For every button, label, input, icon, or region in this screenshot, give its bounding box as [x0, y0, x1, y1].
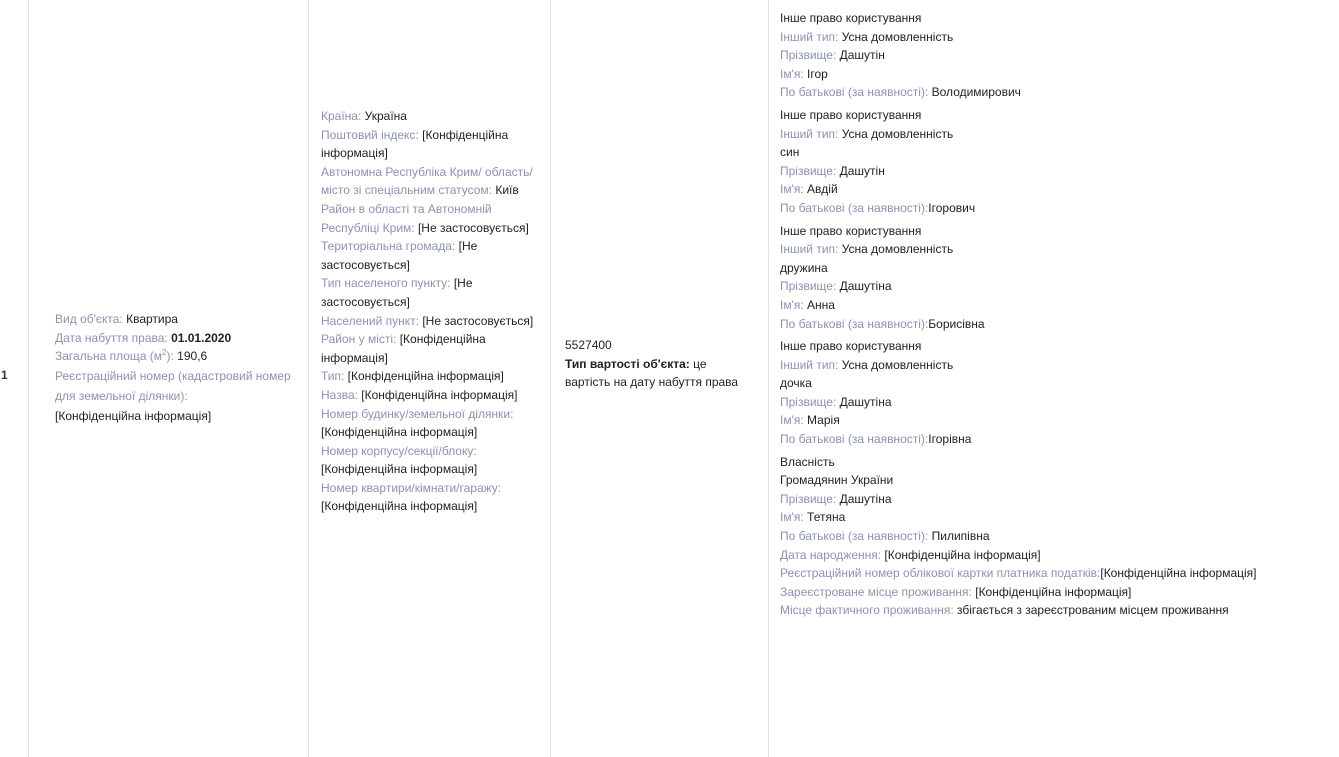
address-field: Населений пункт: [Не застосовується]: [321, 313, 534, 328]
value-type: Тип вартості об'єкта: це вартість на дату набуття права: [565, 356, 739, 390]
ownership-title: Власність: [780, 454, 835, 469]
address-field: Тип: [Конфіденційна інформація]: [321, 369, 504, 384]
usage-right-block: [780, 222, 1335, 334]
relation: син: [780, 145, 800, 160]
column-divider: [550, 0, 551, 757]
usage-right-block: [780, 106, 1335, 218]
surname: Прізвище: Дашутіна: [780, 491, 892, 506]
address-field: Тип населеного пункту: [Не застосовується]: [321, 276, 473, 309]
usage-right-block: [780, 337, 1335, 449]
address-cell: [321, 107, 543, 516]
column-divider: [308, 0, 309, 757]
address-field: Номер квартири/кімнати/гаражу: [Конфіденційна інформація]: [321, 480, 502, 514]
address-field: Автономна Республіка Крим/ область/місто зі спеціальним статусом: Київ: [321, 164, 533, 198]
actual-residence: Місце фактичного проживання: збігається з зареєстрованим місцем проживання: [780, 603, 1229, 618]
right-title: Інше право користування: [780, 107, 922, 122]
column-divider: [768, 0, 769, 757]
address-field: Територіальна громада: [Не застосовується]: [321, 239, 478, 272]
acquisition-date: Дата набуття права: 01.01.2020: [55, 330, 232, 345]
address-field: Поштовий індекс: [Конфіденційна інформація]: [321, 127, 509, 161]
ownership-block: [780, 453, 1335, 620]
object-cell: [55, 310, 295, 426]
address-field: Номер корпусу/секції/блоку: [Конфіденційна інформація]: [321, 443, 478, 477]
other-type: Інший тип: Усна домовленність: [780, 242, 954, 257]
first-name: Ім'я: Марія: [780, 413, 840, 428]
surname: Прізвище: Дашутіна: [780, 394, 892, 409]
address-field: Номер будинку/земельної ділянки: [Конфіденційна інформація]: [321, 406, 514, 440]
value-amount: 5527400: [565, 338, 612, 352]
value-cell: [565, 336, 745, 392]
registered-residence: Зареєстроване місце проживання: [Конфіденційна інформація]: [780, 584, 1132, 599]
citizenship: Громадянин України: [780, 473, 894, 488]
first-name: Ім'я: Авдій: [780, 182, 838, 197]
other-type: Інший тип: Усна домовленність: [780, 357, 954, 372]
other-type: Інший тип: Усна домовленність: [780, 29, 954, 44]
total-area: Загальна площа $(м^2)$: 190,6: [55, 348, 208, 364]
patronymic: По батькові (за наявності):Ігорівна: [780, 432, 972, 447]
birth-date: Дата народження: [Конфіденційна інформація]: [780, 547, 1041, 562]
address-field: Район у місті: [Конфіденційна інформація]: [321, 332, 486, 365]
address-field: Назва: [Конфіденційна інформація]: [321, 387, 518, 402]
tax-number: Реєстраційний номер облікової картки платника податків:[Конфіденційна інформація]: [780, 566, 1257, 581]
registration-number: Реєстраційний номер (кадастровий номер для земельної ділянки): [Конфіденційна інформація]: [55, 368, 291, 423]
surname: Прізвище: Дашутіна: [780, 279, 892, 294]
right-title: Інше право користування: [780, 339, 922, 354]
address-field: Країна: Україна: [321, 109, 407, 123]
right-title: Інше право користування: [780, 223, 922, 238]
patronymic: По батькові (за наявності): Пилипівна: [780, 529, 990, 544]
first-name: Ім'я: Анна: [780, 297, 835, 312]
first-name: Ім'я: Ігор: [780, 66, 828, 81]
row-number: 1: [1, 368, 8, 382]
first-name: Ім'я: Тетяна: [780, 510, 846, 525]
surname: Прізвище: Дашутін: [780, 163, 885, 178]
right-title: Інше право користування: [780, 11, 922, 25]
address-field: Район в області та Автономній Республіці Крим: [Не застосовується]: [321, 201, 529, 235]
relation: дочка: [780, 376, 812, 391]
other-type: Інший тип: Усна домовленність: [780, 126, 954, 141]
usage-right-block: [780, 9, 1335, 102]
patronymic: По батькові (за наявності):Ігорович: [780, 200, 976, 215]
column-divider: [28, 0, 29, 757]
relation: дружина: [780, 260, 828, 275]
patronymic: По батькові (за наявності): Володимирович: [780, 85, 1021, 100]
object-type: Вид об'єкта: Квартира: [55, 312, 178, 326]
patronymic: По батькові (за наявності):Борисівна: [780, 316, 985, 331]
rights-cell: [780, 9, 1335, 624]
surname: Прізвище: Дашутін: [780, 48, 885, 63]
